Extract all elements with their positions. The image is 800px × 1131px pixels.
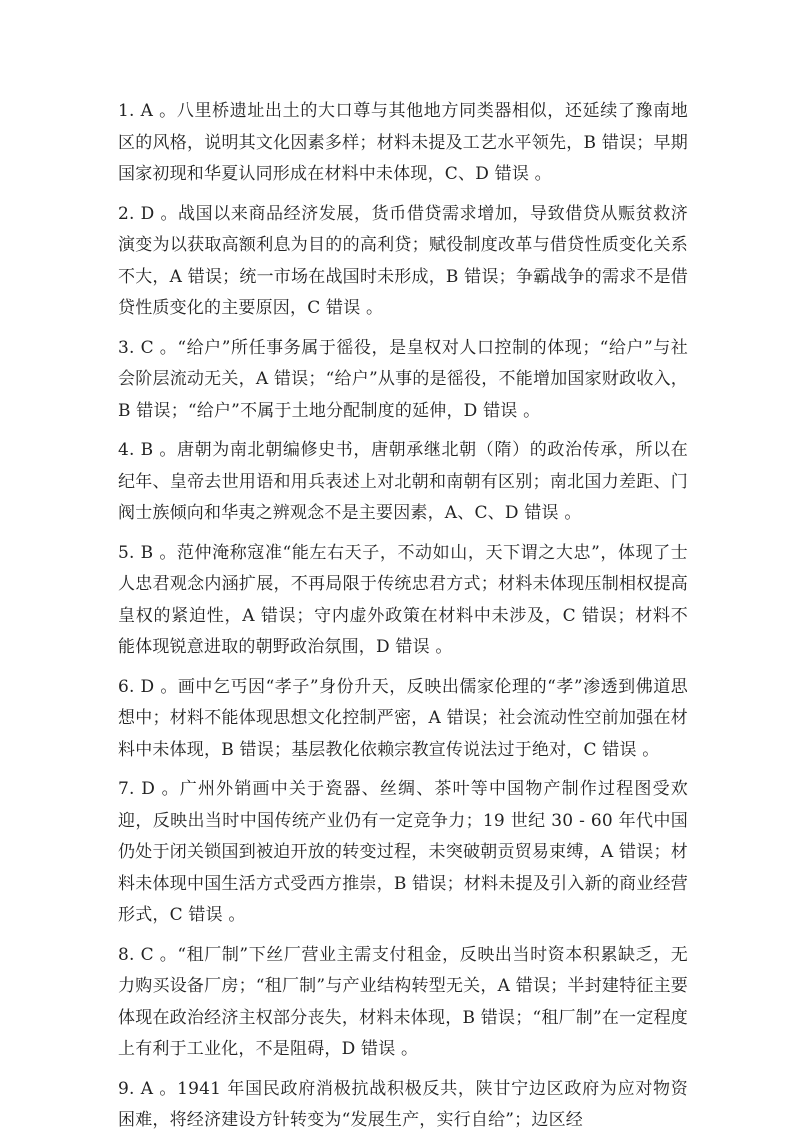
answer-item-6: 6. D 。画中乞丐因“孝子”身份升天，反映出儒家伦理的“孝”渗透到佛道思想中；材料不能体现思想文化控制严密，A 错误；社会流动性空前加强在材料中未体现，B 错误；基层教化依赖宗教宣传说法过于绝对，C 错误 。 xyxy=(118,676,688,760)
answer-item-9: 9. A 。1941 年国民政府消极抗战积极反共，陕甘宁边区政府为应对物资困难，将经济建设方针转变为“发展生产，实行自给”；边区经 xyxy=(118,1078,688,1130)
answer-item-2: 2. D 。战国以来商品经济发展，货币借贷需求增加，导致借贷从赈贫救济演变为以获取高额利息为目的的高利贷；赋役制度改革与借贷性质变化关系不大，A 错误；统一市场在战国时未形成，B 错误；争霸战争的需求不是借贷性质变化的主要原因，C 错误 。 xyxy=(118,203,688,318)
answer-item-3: 3. C 。“给户”所任事务属于徭役，是皇权对人口控制的体现；“给户”与社会阶层流动无关，A 错误；“给户”从事的是徭役，不能增加国家财政收入，B 错误；“给户”不属于土地分配制度的延伸，D 错误 。 xyxy=(118,337,688,421)
answer-item-5: 5. B 。范仲淹称寇准“能左右天子，不动如山，天下谓之大忠”，体现了士人忠君观念内涵扩展，不再局限于传统忠君方式；材料未体现压制相权提高皇权的紧迫性，A 错误；守内虚外政策在材料中未涉及，C 错误；材料不能体现锐意进取的朝野政治氛围，D 错误 。 xyxy=(118,542,688,657)
answer-item-8: 8. C 。“租厂制”下丝厂营业主需支付租金，反映出当时资本积累缺乏，无力购买设备厂房；“租厂制”与产业结构转型无关，A 错误；半封建特征主要体现在政治经济主权部分丧失，材料未体现，B 错误；“租厂制”在一定程度上有利于工业化，不是阻碍，D 错误 。 xyxy=(118,944,688,1059)
answer-list xyxy=(118,96,688,1131)
answer-item-1: 1. A 。八里桥遗址出土的大口尊与其他地方同类器相似，还延续了豫南地区的风格，说明其文化因素多样；材料未提及工艺水平领先，B 错误；早期国家初现和华夏认同形成在材料中未体现，C、D 错误 。 xyxy=(118,101,688,184)
answer-item-4: 4. B 。唐朝为南北朝编修史书，唐朝承继北朝（隋）的政治传承，所以在纪年、皇帝去世用语和用兵表述上对北朝和南朝有区别；南北国力差距、门阀士族倾向和华夷之辨观念不是主要因素，A、C、D 错误 。 xyxy=(118,440,688,523)
answer-item-7: 7. D 。广州外销画中关于瓷器、丝绸、茶叶等中国物产制作过程图受欢迎，反映出当时中国传统产业仍有一定竞争力；19 世纪 30 - 60 年代中国仍处于闭关锁国到被迫开放的转变过程，未突破朝贡贸易束缚，A 错误；材料未体现中国生活方式受西方推崇，B 错误；材料未提及引入新的商业经营形式，C 错误 。 xyxy=(118,779,688,925)
